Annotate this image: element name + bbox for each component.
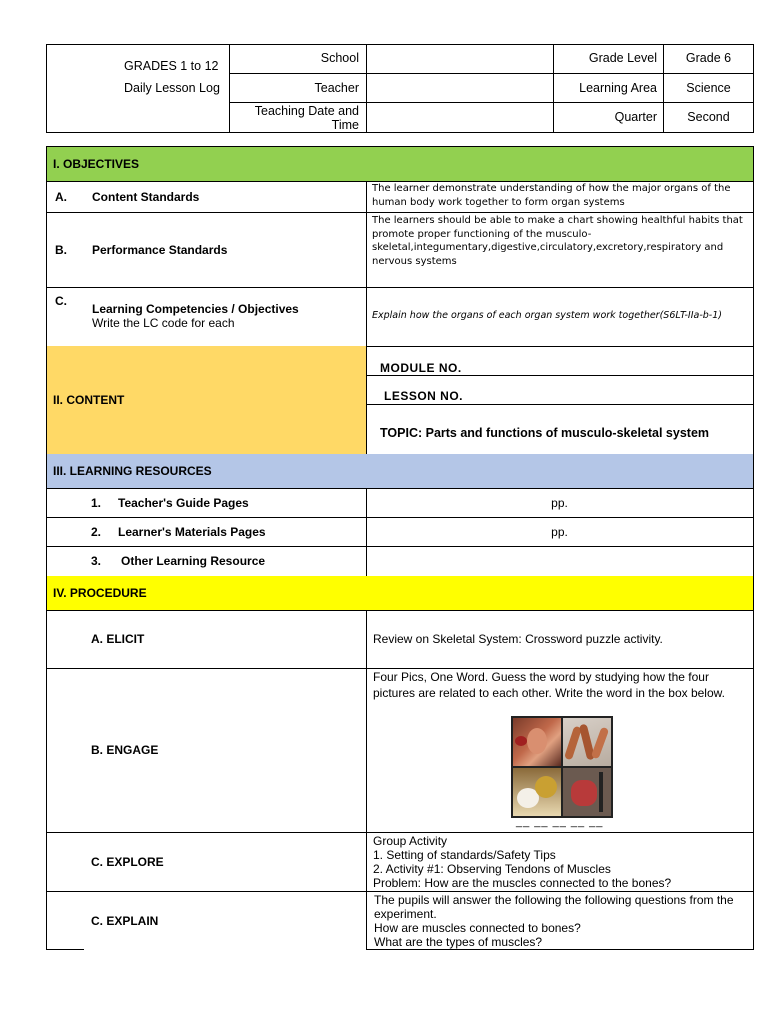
elicit-text: Review on Skeletal System: Crossword puzzle activity. (373, 632, 663, 646)
school-label: School (320, 51, 359, 65)
explore-line-2: 1. Setting of standards/Safety Tips (373, 848, 556, 863)
resources-header (46, 454, 367, 489)
topic-label: TOPIC: Parts and functions of musculo-skeletal system (380, 426, 710, 440)
resource-row-1 (46, 488, 367, 518)
meat-shape (571, 780, 597, 806)
content-title: II. CONTENT (53, 393, 125, 407)
engage-text: Four Pics, One Word. Guess the word by studying how the four pictures are related to each other. Write the word in the box below. (373, 670, 725, 700)
knife-shape (599, 772, 603, 812)
objectives-title: I. OBJECTIVES (53, 157, 140, 171)
pic-kiss (513, 718, 561, 766)
resource-num-2: 2. (91, 524, 102, 539)
content-standards-text (366, 181, 754, 213)
lips-shape (515, 736, 527, 746)
pic-meat (563, 768, 611, 816)
explore-label-cell (46, 832, 367, 892)
pic-food (513, 768, 561, 816)
dish-shape (535, 776, 557, 798)
content-standards-letter: A. (55, 189, 67, 204)
teacher-field-divider (367, 44, 554, 74)
resource-row-2 (46, 517, 367, 547)
log-title: Daily Lesson Log (124, 81, 220, 95)
date-field-divider (367, 73, 554, 103)
content-standards-value: The learner demonstrate understanding of how the major organs of the human body work together to form organ systems (372, 183, 731, 208)
resource-value-1 (366, 488, 754, 518)
learning-competencies-text (366, 287, 754, 347)
performance-standards-text (366, 212, 754, 288)
resource-row-3 (46, 546, 367, 577)
date-label-2: Time (331, 118, 359, 132)
resource-value-2 (366, 517, 754, 547)
resource-num-3: 3. (91, 554, 102, 568)
explain-line-1: The pupils will answer the following the following questions from the experiment. (374, 893, 734, 922)
explore-line-4: Problem: How are the muscles connected to the bones? (373, 876, 672, 891)
performance-standards-label (46, 212, 367, 288)
grades-label: GRADES 1 to 12 (124, 59, 219, 73)
engage-text-cell (366, 668, 754, 833)
elicit-label-cell (46, 610, 367, 669)
lesson-label: LESSON NO. (384, 389, 464, 403)
learning-competencies-value: Explain how the organs of each organ system work together(S6LT-IIa-b-1) (372, 310, 722, 322)
resources-header-right (366, 454, 754, 489)
procedure-title: IV. PROCEDURE (53, 586, 147, 600)
objectives-header (46, 146, 367, 182)
explain-line-2: How are muscles connected to bones? (374, 921, 581, 936)
procedure-header (46, 576, 367, 611)
content-standards-label (46, 181, 367, 213)
explore-line-3: 2. Activity #1: Observing Tendons of Muscles (373, 862, 611, 877)
explore-text-cell (366, 832, 754, 892)
face-shape (527, 728, 547, 754)
explain-label-cell (46, 891, 367, 950)
explain-label-bottom (46, 891, 84, 950)
resource-label-3: Other Learning Resource (121, 554, 266, 568)
resource-label-1: Teacher's Guide Pages (118, 495, 249, 510)
performance-standards-letter: B. (55, 242, 67, 257)
resource-num-1: 1. (91, 495, 102, 510)
quarter-value: Second (687, 110, 730, 124)
explain-label: C. EXPLAIN (91, 913, 159, 928)
answer-blanks[interactable]: __ __ __ __ __ (516, 816, 604, 828)
grade-level-label: Grade Level (588, 51, 657, 65)
grade-level-value: Grade 6 (685, 51, 732, 65)
explore-line-1: Group Activity (373, 834, 448, 848)
elicit-label: A. ELICIT (91, 632, 145, 646)
learning-competencies-letter: C. (55, 294, 67, 308)
pic-runners (563, 718, 611, 766)
content-header (46, 346, 367, 455)
resources-title: III. LEARNING RESOURCES (53, 464, 212, 478)
runner-3 (591, 727, 609, 760)
learning-area-label: Learning Area (579, 81, 657, 95)
learning-area-value: Science (686, 81, 731, 95)
learning-competencies-label (46, 287, 367, 347)
content-standards-title: Content Standards (92, 189, 200, 204)
quarter-label: Quarter (614, 110, 657, 124)
engage-label-cell (46, 668, 367, 833)
learning-competencies-sub: Write the LC code for each (92, 316, 235, 330)
objectives-header-right (366, 146, 754, 182)
resource-pages-2: pp. (551, 524, 568, 539)
resource-label-2: Learner's Materials Pages (118, 524, 266, 539)
teacher-label: Teacher (314, 81, 359, 95)
module-label: MODULE NO. (380, 361, 462, 375)
elicit-text-cell (366, 610, 754, 669)
procedure-header-right (366, 576, 754, 611)
engage-label: B. ENGAGE (91, 743, 159, 757)
performance-standards-title: Performance Standards (92, 242, 228, 257)
explain-text-cell (366, 891, 754, 950)
four-pics-image (511, 716, 613, 818)
resource-pages-1: pp. (551, 495, 568, 510)
explore-label: C. EXPLORE (91, 854, 164, 869)
explain-line-3: What are the types of muscles? (374, 935, 543, 950)
date-label-1: Teaching Date and (254, 104, 359, 118)
resource-value-3 (366, 546, 754, 577)
learning-competencies-title: Learning Competencies / Objectives (92, 302, 299, 316)
performance-standards-value: The learners should be able to make a chart showing healthful habits that promote proper functioning of the musculo-skeletal,integumentary,digestive,circulatory,excretory,respiratory and nervous systems (372, 215, 743, 267)
